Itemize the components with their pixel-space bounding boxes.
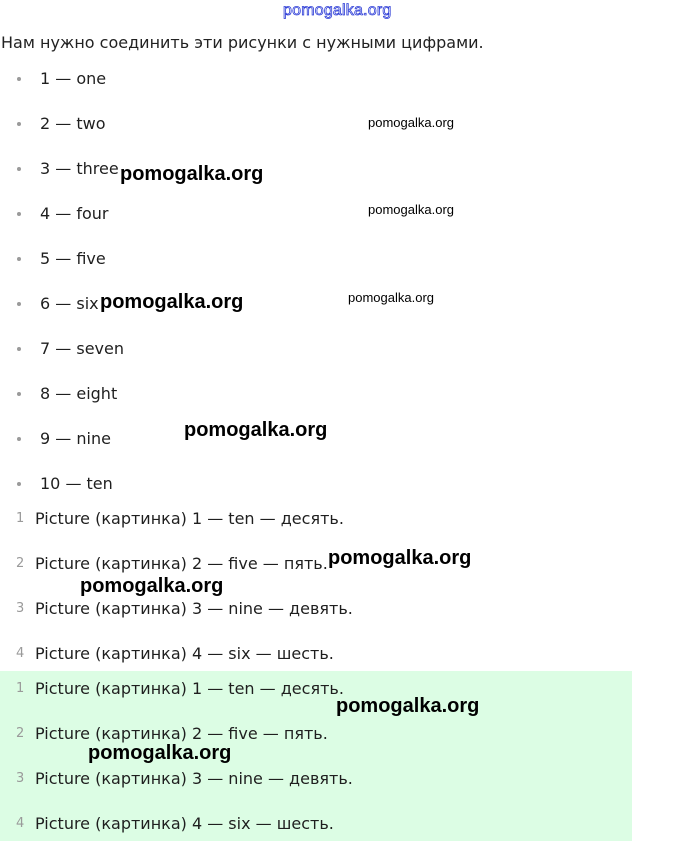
answer-number: 4 — [16, 816, 25, 831]
bullet-icon — [17, 437, 21, 441]
answer-item — [0, 506, 600, 532]
answer-text: Picture (картинка) 3 — nine — девять. — [35, 769, 353, 788]
answer-item — [0, 641, 600, 667]
list-item — [0, 246, 300, 272]
list-item-text: 3 — three — [40, 159, 119, 178]
answer-number: 1 — [16, 511, 25, 526]
list-item — [0, 381, 300, 407]
list-item — [0, 201, 300, 227]
bullet-icon — [17, 392, 21, 396]
watermark: pomogalka.org — [336, 695, 480, 717]
list-item-text: 2 — two — [40, 114, 106, 133]
list-item — [0, 336, 300, 362]
watermark: pomogalka.org — [328, 547, 472, 569]
list-item — [0, 111, 300, 137]
list-item — [0, 471, 300, 497]
list-item-text: 5 — five — [40, 249, 106, 268]
list-item-text: 1 — one — [40, 69, 107, 88]
list-item-text: 6 — six — [40, 294, 99, 313]
answer-number: 4 — [16, 646, 25, 661]
intro-text: Нам нужно соединить эти рисунки с нужными цифрами. — [1, 33, 484, 52]
list-item-text: 9 — nine — [40, 429, 111, 448]
bullet-icon — [17, 347, 21, 351]
answer-item — [0, 596, 600, 622]
bullet-icon — [17, 77, 21, 81]
bullet-icon — [17, 302, 21, 306]
answer-number: 1 — [16, 681, 25, 696]
answer-number: 3 — [16, 771, 25, 786]
answer-number: 3 — [16, 601, 25, 616]
bullet-icon — [17, 212, 21, 216]
list-item-text: 4 — four — [40, 204, 109, 223]
answer-number: 2 — [16, 726, 25, 741]
site-header-link[interactable]: pomogalka.org — [283, 2, 392, 19]
answer-text: Picture (картинка) 4 — six — шесть. — [35, 814, 334, 833]
answer-text: Picture (картинка) 2 — five — пять. — [35, 724, 328, 743]
answer-text: Picture (картинка) 2 — five — пять. — [35, 554, 328, 573]
list-item-text: 8 — eight — [40, 384, 118, 403]
answer-item — [0, 811, 600, 837]
bullet-icon — [17, 482, 21, 486]
answer-text: Picture (картинка) 4 — six — шесть. — [35, 644, 334, 663]
watermark: pomogalka.org — [120, 163, 264, 185]
watermark: pomogalka.org — [184, 419, 328, 441]
list-item-text: 10 — ten — [40, 474, 113, 493]
list-item-text: 7 — seven — [40, 339, 124, 358]
answer-item — [0, 551, 600, 577]
answer-text: Picture (картинка) 1 — ten — десять. — [35, 679, 344, 698]
watermark: pomogalka.org — [100, 291, 244, 313]
bullet-icon — [17, 257, 21, 261]
watermark: pomogalka.org — [368, 202, 454, 217]
answer-text: Picture (картинка) 1 — ten — десять. — [35, 509, 344, 528]
bullet-icon — [17, 122, 21, 126]
answer-item — [0, 676, 600, 702]
watermark: pomogalka.org — [88, 742, 232, 764]
watermark: pomogalka.org — [368, 115, 454, 130]
list-item — [0, 66, 300, 92]
answer-item — [0, 766, 600, 792]
answer-number: 2 — [16, 556, 25, 571]
watermark: pomogalka.org — [348, 290, 434, 305]
answer-text: Picture (картинка) 3 — nine — девять. — [35, 599, 353, 618]
watermark: pomogalka.org — [80, 575, 224, 597]
bullet-icon — [17, 167, 21, 171]
